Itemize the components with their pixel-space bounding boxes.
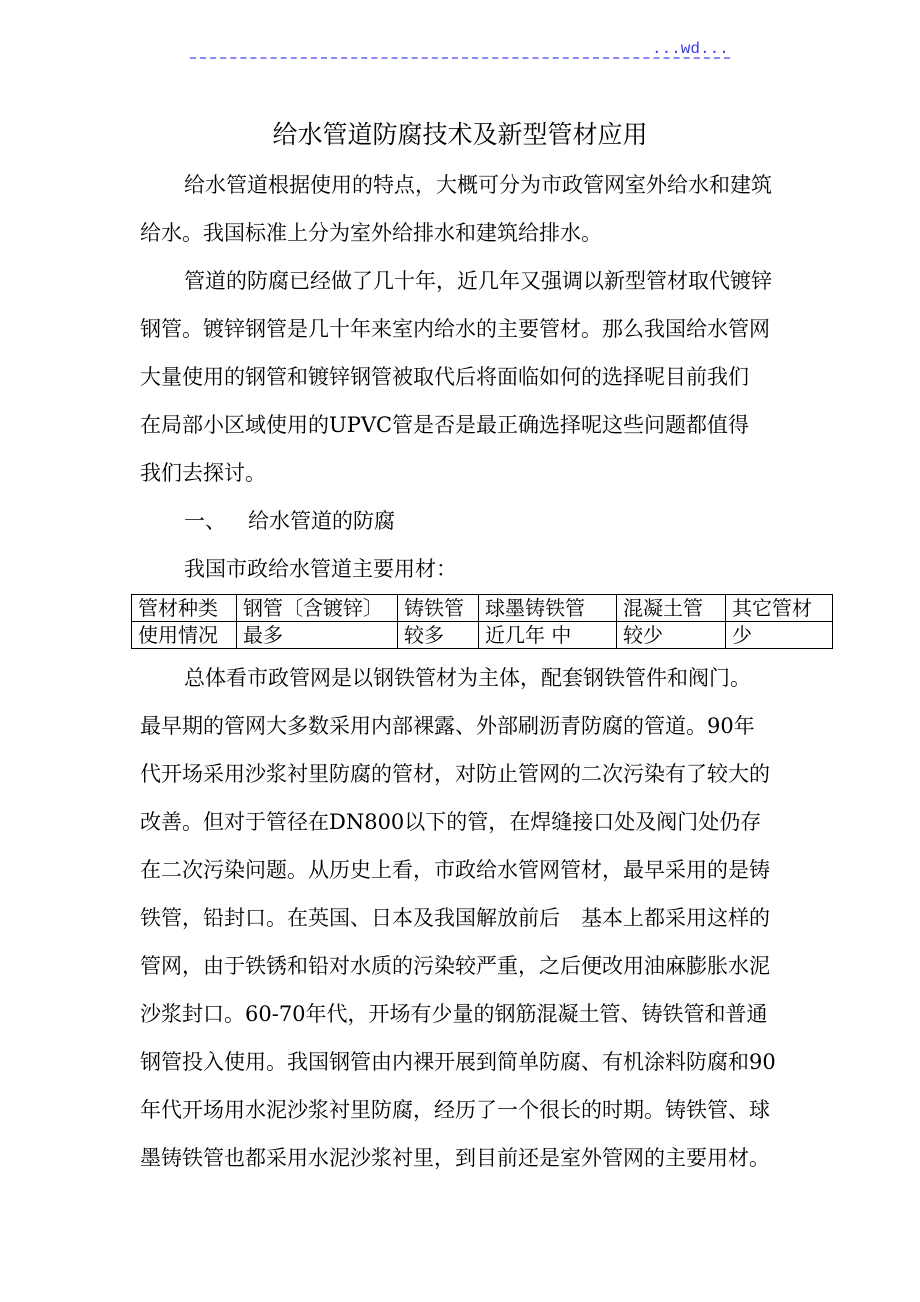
section-heading bbox=[140, 497, 840, 545]
document-title: 给水管道防腐技术及新型管材应用 bbox=[272, 120, 648, 149]
text-line: 墨铸铁管也都采用水泥沙浆衬里，到目前还是室外管网的主要用材。 bbox=[140, 1146, 770, 1170]
text-line: 年代开场用水泥沙浆衬里防腐，经历了一个很长的时期。铸铁管、球 bbox=[140, 1098, 770, 1122]
body-paragraph bbox=[140, 654, 840, 1182]
header-dashed-rule bbox=[190, 57, 730, 59]
table-row bbox=[132, 595, 833, 622]
intro-paragraphs bbox=[140, 161, 840, 593]
table-caption: 我国市政给水管道主要用材： bbox=[184, 557, 457, 581]
text-line: 钢管。镀锌钢管是几十年来室内给水的主要管材。那么我国给水管网 bbox=[140, 317, 770, 341]
table-cell: 铸铁管 bbox=[398, 595, 479, 622]
header-mark: ...wd... bbox=[652, 40, 729, 58]
text-line: 我们去探讨。 bbox=[140, 461, 266, 485]
text-line: 最早期的管网大多数采用内部裸露、外部刷沥青防腐的管道。90年 bbox=[140, 714, 755, 738]
pipe-material-table bbox=[131, 594, 833, 649]
section-title: 给水管道的防腐 bbox=[248, 509, 395, 533]
text-line: 大量使用的钢管和镀锌钢管被取代后将面临如何的选择呢目前我们 bbox=[140, 365, 749, 389]
text-line: 管网，由于铁锈和铅对水质的污染较严重，之后便改用油麻膨胀水泥 bbox=[140, 954, 770, 978]
text-line: 总体看市政管网是以钢铁管材为主体，配套钢铁管件和阀门。 bbox=[184, 666, 751, 690]
table-cell: 其它管材 bbox=[726, 595, 833, 622]
text-line: 钢管投入使用。我国钢管由内裸开展到简单防腐、有机涂料防腐和90 bbox=[140, 1050, 776, 1074]
table-cell: 钢管〔含镀锌〕 bbox=[237, 595, 398, 622]
table-cell: 较多 bbox=[398, 622, 479, 649]
table-cell: 管材种类 bbox=[132, 595, 237, 622]
text-line: 代开场采用沙浆衬里防腐的管材，对防止管网的二次污染有了较大的 bbox=[140, 762, 770, 786]
text-line: 铁管，铅封口。在英国、日本及我国解放前后 基本上都采用这样的 bbox=[140, 906, 770, 930]
text-line: 管道的防腐已经做了几十年，近几年又强调以新型管材取代镀锌 bbox=[184, 269, 772, 293]
text-line: 在二次污染问题。从历史上看，市政给水管网管材，最早采用的是铸 bbox=[140, 858, 770, 882]
text-line: 沙浆封口。60-70年代，开场有少量的钢筋混凝土管、铸铁管和普通 bbox=[140, 1002, 768, 1026]
table-cell: 近几年 中 bbox=[479, 622, 617, 649]
table-cell: 较少 bbox=[617, 622, 726, 649]
table-cell: 球墨铸铁管 bbox=[479, 595, 617, 622]
text-line: 改善。但对于管径在DN800以下的管，在焊缝接口处及阀门处仍存 bbox=[140, 810, 762, 834]
table-row bbox=[132, 622, 833, 649]
text-line: 在局部小区域使用的UPVC管是否是最正确选择呢这些问题都值得 bbox=[140, 413, 750, 437]
table-cell: 混凝土管 bbox=[617, 595, 726, 622]
table-cell: 最多 bbox=[237, 622, 398, 649]
text-line: 给水管道根据使用的特点，大概可分为市政管网室外给水和建筑 bbox=[184, 173, 772, 197]
table-cell: 少 bbox=[726, 622, 833, 649]
table-cell: 使用情况 bbox=[132, 622, 237, 649]
text-line: 给水。我国标准上分为室外给排水和建筑给排水。 bbox=[140, 221, 602, 245]
section-number: 一、 bbox=[184, 509, 226, 533]
